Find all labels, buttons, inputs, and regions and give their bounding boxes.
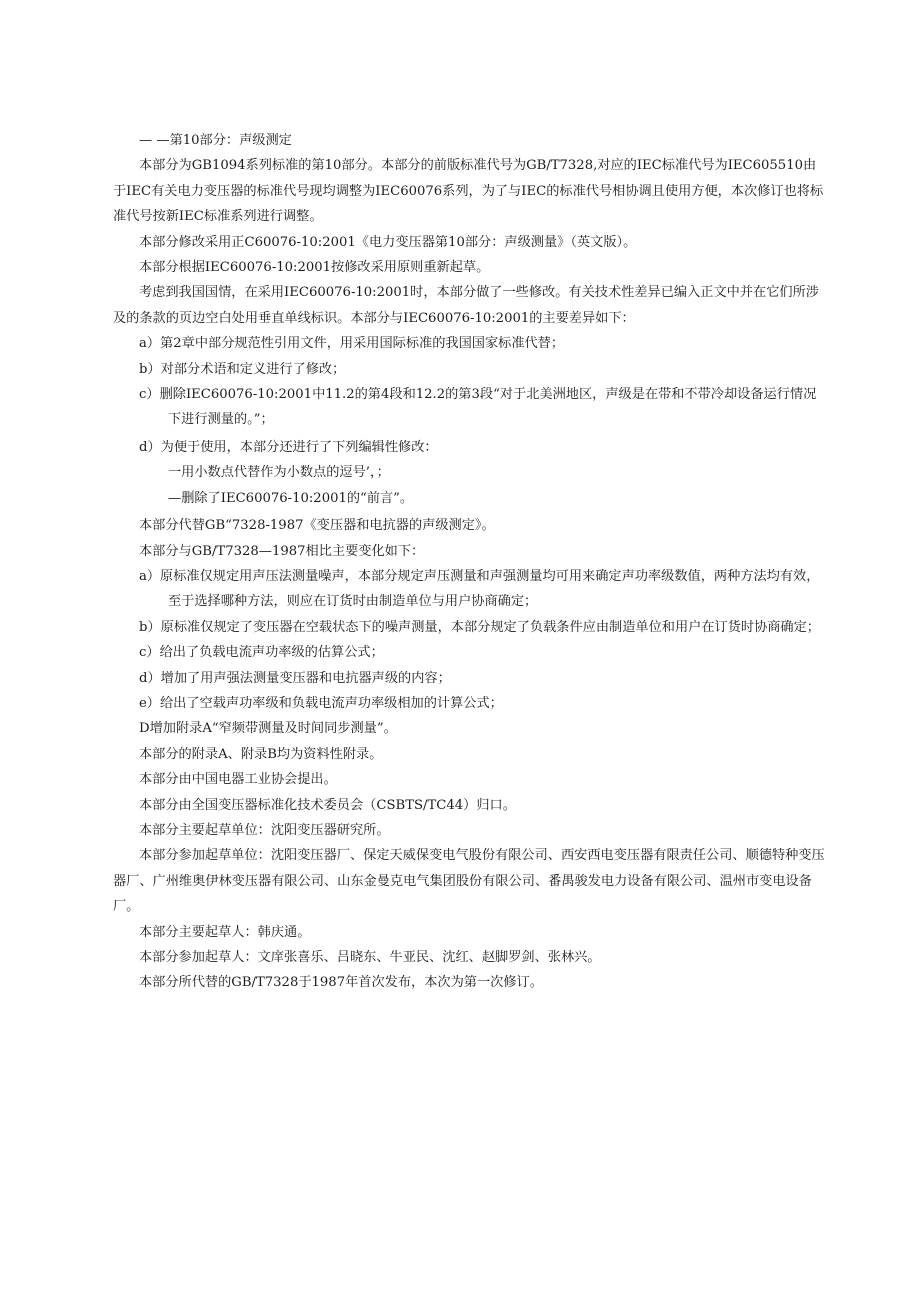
change-item-b: b）原标准仅规定了变压器在空载状态下的噪声测量，本部分规定了负载条件应由制造单位和用户在订货时协商确定； xyxy=(139,619,820,635)
change-item-c: c）给出了负载电流声功率级的估算公式； xyxy=(139,645,384,661)
difference-item-d: d）为便于使用，本部分还进行了下列编辑性修改： xyxy=(139,439,438,455)
part-heading: — —第10部分：声级测定 xyxy=(139,133,292,148)
change-item-e: e）给出了空载声功率级和负载电流声功率级相加的计算公式； xyxy=(139,695,503,711)
difference-item-c: c）删除IEC60076-10:2001中11.2的第4段和12.2的第3段“对于北美洲地区，声级是在带和不带冷却设备运行情况下进行测量的。”； xyxy=(139,387,817,428)
intro-paragraph: 本部分为GB1094系列标准的第10部分。本部分的前版标准代号为GB/T7328,对应的IEC标准代号为IEC605510由于IEC有关电力变压器的标准代号现均调整为IEC60076系列，为了与IEC的标准代号相协调且使用方便，本次修订也将标准代号按新IEC标准系列进行调整。 xyxy=(113,158,824,225)
main-drafter-unit-paragraph: 本部分主要起草单位：沈阳变压器研究所。 xyxy=(139,822,390,838)
history-paragraph: 本部分所代替的GB/T7328于1987年首次发布，本次为第一次修订。 xyxy=(139,975,543,991)
committee-paragraph: 本部分由全国变压器标准化技术委员会（CSBTS/TC44）归口。 xyxy=(139,797,516,813)
change-item-d: d）增加了用声强法测量变压器和电抗器声级的内容； xyxy=(139,670,451,686)
difference-item-b: b）对部分术语和定义进行了修改； xyxy=(139,361,346,377)
main-drafter-paragraph: 本部分主要起草人：韩庆通。 xyxy=(139,924,311,940)
participating-units-paragraph: 本部分参加起草单位：沈阳变压器厂、保定天威保变电气股份有限公司、西安西电变压器有限责任公司、顺德特种变压器厂、广州维奥伊林变压器有限公司、山东金曼克电气集团股份有限公司、番禺骏发电力设备有限公司、温州市变电设备厂。 xyxy=(113,848,825,915)
proposer-paragraph: 本部分由中国电器工业协会提出。 xyxy=(139,772,337,788)
change-item-a: a）原标准仅规定用声压法测量噪声，本部分规定声压测量和声强测量均可用来确定声功率级数值，两种方法均有效，至于选择哪种方法，则应在订货时由制造单位与用户协商确定； xyxy=(139,568,820,610)
adoption-paragraph: 本部分修改采用正C60076-10:2001《电力变压器第10部分：声级测量》（英文版）。 xyxy=(139,234,637,250)
document-body xyxy=(113,128,825,996)
difference-item-a: a）第2章中部分规范性引用文件，用采用国际标准的我国国家标准代替； xyxy=(139,336,565,352)
editorial-change-1: 一用小数点代替作为小数点的逗号’，； xyxy=(168,465,390,481)
participating-drafters-paragraph: 本部分参加起草人：文庠张喜乐、吕晓东、牛亚民、沈红、赵脚罗剑、张林兴。 xyxy=(139,950,601,965)
changes-paragraph: 本部分与GB/T7328—1987相比主要变化如下： xyxy=(139,543,425,559)
change-item-f: D增加附录A“窄频带测量及时间同步测量”。 xyxy=(139,721,397,737)
editorial-change-2: —删除了IEC60076-10:2001的“前言”。 xyxy=(168,490,414,506)
annex-paragraph: 本部分的附录A、附录B均为资料性附录。 xyxy=(139,746,383,762)
replacement-paragraph: 本部分代替GB“7328-1987《变压器和电抗器的声级测定》。 xyxy=(139,518,495,534)
drafting-basis-paragraph: 本部分根据IEC60076-10:2001按修改采用原则重新起草。 xyxy=(139,260,490,276)
differences-paragraph: 考虑到我国国情，在采用IEC60076-10:2001时，本部分做了一些修改。有关技术性差异已编入正文中并在它们所涉及的条款的页边空白处用垂直单线标识。本部分与IEC60076-10:2001的主要差异如下： xyxy=(113,285,819,326)
